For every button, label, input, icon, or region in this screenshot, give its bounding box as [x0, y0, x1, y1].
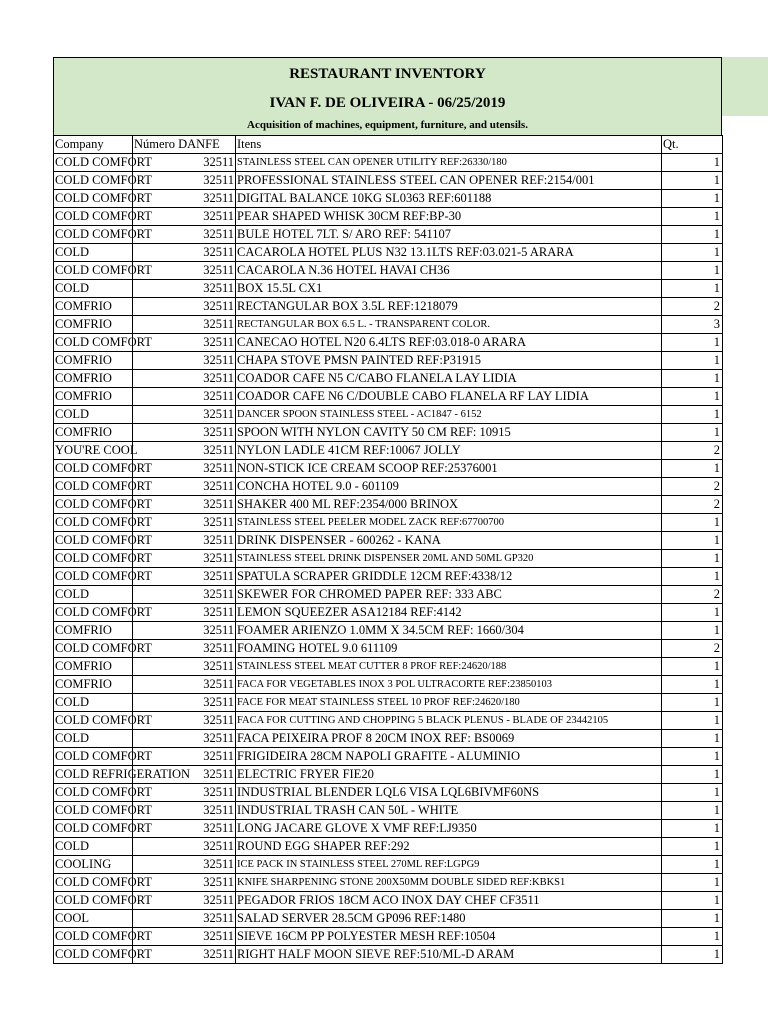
cell-company: COMFRIO	[54, 352, 133, 370]
cell-item: DRINK DISPENSER - 600262 - KANA	[236, 532, 662, 550]
cell-item: FRIGIDEIRA 28CM NAPOLI GRAFITE - ALUMINIO	[236, 748, 662, 766]
cell-company: COLD COMFORT	[54, 190, 133, 208]
table-row	[54, 712, 723, 730]
cell-company: COLD COMFORT	[54, 640, 133, 658]
cell-qt: 1	[662, 946, 723, 964]
header-band-extension	[721, 57, 768, 116]
cell-danfe: 32511	[133, 316, 236, 334]
table-row	[54, 280, 723, 298]
cell-item: PEGADOR FRIOS 18CM ACO INOX DAY CHEF CF3511	[236, 892, 662, 910]
cell-company: COMFRIO	[54, 298, 133, 316]
cell-company: COLD REFRIGERATION	[54, 766, 133, 784]
cell-qt: 1	[662, 532, 723, 550]
cell-qt: 1	[662, 406, 723, 424]
cell-danfe: 32511	[133, 838, 236, 856]
cell-danfe: 32511	[133, 514, 236, 532]
cell-danfe: 32511	[133, 370, 236, 388]
cell-qt: 1	[662, 244, 723, 262]
column-header-company: Company	[54, 136, 133, 154]
cell-danfe: 32511	[133, 640, 236, 658]
cell-qt: 1	[662, 658, 723, 676]
cell-item: INDUSTRIAL TRASH CAN 50L - WHITE	[236, 802, 662, 820]
cell-qt: 1	[662, 226, 723, 244]
cell-company: COMFRIO	[54, 424, 133, 442]
column-header-items: Itens	[236, 136, 662, 154]
cell-danfe: 32511	[133, 694, 236, 712]
cell-danfe: 32511	[133, 280, 236, 298]
cell-danfe: 32511	[133, 586, 236, 604]
inventory-sheet	[53, 57, 722, 964]
cell-company: COLD COMFORT	[54, 784, 133, 802]
cell-item: BULE HOTEL 7LT. S/ ARO REF: 541107	[236, 226, 662, 244]
cell-danfe: 32511	[133, 874, 236, 892]
cell-danfe: 32511	[133, 496, 236, 514]
table-row	[54, 154, 723, 172]
cell-company: COLD COMFORT	[54, 568, 133, 586]
cell-danfe: 32511	[133, 334, 236, 352]
table-row	[54, 514, 723, 532]
cell-danfe: 32511	[133, 658, 236, 676]
cell-danfe: 32511	[133, 298, 236, 316]
cell-item: CACAROLA N.36 HOTEL HAVAI CH36	[236, 262, 662, 280]
cell-item: SPOON WITH NYLON CAVITY 50 CM REF: 10915	[236, 424, 662, 442]
cell-company: COLD	[54, 730, 133, 748]
cell-item: FACA PEIXEIRA PROF 8 20CM INOX REF: BS0069	[236, 730, 662, 748]
cell-company: COOLING	[54, 856, 133, 874]
cell-item: DIGITAL BALANCE 10KG SL0363 REF:601188	[236, 190, 662, 208]
cell-company: COLD COMFORT	[54, 478, 133, 496]
table-row	[54, 946, 723, 964]
cell-qt: 3	[662, 316, 723, 334]
cell-qt: 1	[662, 208, 723, 226]
cell-item: ROUND EGG SHAPER REF:292	[236, 838, 662, 856]
cell-company: COMFRIO	[54, 676, 133, 694]
cell-danfe: 32511	[133, 892, 236, 910]
table-header-row	[54, 136, 723, 154]
table-row	[54, 640, 723, 658]
inventory-table	[53, 135, 723, 964]
cell-danfe: 32511	[133, 244, 236, 262]
cell-danfe: 32511	[133, 712, 236, 730]
cell-danfe: 32511	[133, 460, 236, 478]
sheet-description: Acquisition of machines, equipment, furniture, and utensils.	[247, 119, 528, 131]
cell-qt: 1	[662, 568, 723, 586]
table-row	[54, 622, 723, 640]
cell-qt: 2	[662, 478, 723, 496]
cell-company: COLD COMFORT	[54, 172, 133, 190]
table-row	[54, 910, 723, 928]
cell-item: FACA FOR VEGETABLES INOX 3 POL ULTRACORTE REF:23850103	[236, 676, 662, 694]
cell-qt: 2	[662, 298, 723, 316]
cell-company: COLD	[54, 586, 133, 604]
cell-company: COLD	[54, 694, 133, 712]
cell-item: ICE PACK IN STAINLESS STEEL 270ML REF:LGPG9	[236, 856, 662, 874]
cell-item: BOX 15.5L CX1	[236, 280, 662, 298]
cell-company: COLD COMFORT	[54, 226, 133, 244]
table-row	[54, 838, 723, 856]
table-row	[54, 424, 723, 442]
cell-danfe: 32511	[133, 532, 236, 550]
table-row	[54, 694, 723, 712]
cell-company: COLD COMFORT	[54, 550, 133, 568]
cell-item: FOAMING HOTEL 9.0 611109	[236, 640, 662, 658]
cell-danfe: 32511	[133, 802, 236, 820]
cell-company: COLD COMFORT	[54, 514, 133, 532]
cell-company: COLD COMFORT	[54, 208, 133, 226]
cell-item: FACE FOR MEAT STAINLESS STEEL 10 PROF REF:24620/180	[236, 694, 662, 712]
cell-item: RECTANGULAR BOX 6.5 L. - TRANSPARENT COLOR.	[236, 316, 662, 334]
cell-qt: 1	[662, 928, 723, 946]
cell-danfe: 32511	[133, 208, 236, 226]
sheet-subtitle: IVAN F. DE OLIVEIRA - 06/25/2019	[269, 95, 506, 111]
cell-qt: 1	[662, 334, 723, 352]
cell-item: LEMON SQUEEZER ASA12184 REF:4142	[236, 604, 662, 622]
cell-qt: 1	[662, 460, 723, 478]
cell-item: SALAD SERVER 28.5CM GP096 REF:1480	[236, 910, 662, 928]
cell-company: COLD	[54, 280, 133, 298]
table-row	[54, 478, 723, 496]
table-row	[54, 874, 723, 892]
cell-danfe: 32511	[133, 730, 236, 748]
table-row	[54, 748, 723, 766]
cell-danfe: 32511	[133, 946, 236, 964]
cell-item: INDUSTRIAL BLENDER LQL6 VISA LQL6BIVMF60NS	[236, 784, 662, 802]
cell-danfe: 32511	[133, 190, 236, 208]
cell-company: COLD COMFORT	[54, 262, 133, 280]
table-row	[54, 460, 723, 478]
cell-qt: 1	[662, 910, 723, 928]
cell-company: COMFRIO	[54, 316, 133, 334]
cell-qt: 1	[662, 424, 723, 442]
cell-item: KNIFE SHARPENING STONE 200X50MM DOUBLE SIDED REF:KBKS1	[236, 874, 662, 892]
cell-qt: 1	[662, 838, 723, 856]
cell-qt: 1	[662, 820, 723, 838]
cell-company: COOL	[54, 910, 133, 928]
table-row	[54, 658, 723, 676]
cell-company: YOU'RE COOL	[54, 442, 133, 460]
cell-item: RECTANGULAR BOX 3.5L REF:1218079	[236, 298, 662, 316]
cell-qt: 1	[662, 712, 723, 730]
cell-company: COLD COMFORT	[54, 892, 133, 910]
cell-danfe: 32511	[133, 262, 236, 280]
cell-item: SPATULA SCRAPER GRIDDLE 12CM REF:4338/12	[236, 568, 662, 586]
cell-qt: 1	[662, 874, 723, 892]
cell-danfe: 32511	[133, 352, 236, 370]
cell-item: FACA FOR CUTTING AND CHOPPING 5 BLACK PLENUS - BLADE OF 23442105	[236, 712, 662, 730]
cell-danfe: 32511	[133, 226, 236, 244]
cell-danfe: 32511	[133, 406, 236, 424]
cell-company: COLD COMFORT	[54, 604, 133, 622]
column-header-qt: Qt.	[662, 136, 723, 154]
cell-qt: 1	[662, 550, 723, 568]
table-row	[54, 244, 723, 262]
table-row	[54, 298, 723, 316]
cell-qt: 1	[662, 262, 723, 280]
table-row	[54, 892, 723, 910]
cell-company: COLD COMFORT	[54, 802, 133, 820]
cell-qt: 1	[662, 802, 723, 820]
cell-item: CACAROLA HOTEL PLUS N32 13.1LTS REF:03.021-5 ARARA	[236, 244, 662, 262]
cell-item: PROFESSIONAL STAINLESS STEEL CAN OPENER REF:2154/001	[236, 172, 662, 190]
cell-qt: 1	[662, 514, 723, 532]
cell-qt: 1	[662, 154, 723, 172]
cell-item: CONCHA HOTEL 9.0 - 601109	[236, 478, 662, 496]
cell-qt: 1	[662, 676, 723, 694]
column-header-danfe: Número DANFE	[133, 136, 236, 154]
table-row	[54, 820, 723, 838]
cell-qt: 1	[662, 604, 723, 622]
cell-company: COLD COMFORT	[54, 874, 133, 892]
cell-danfe: 32511	[133, 622, 236, 640]
cell-item: STAINLESS STEEL MEAT CUTTER 8 PROF REF:24620/188	[236, 658, 662, 676]
cell-item: COADOR CAFE N5 C/CABO FLANELA LAY LIDIA	[236, 370, 662, 388]
table-row	[54, 208, 723, 226]
sheet-header	[53, 57, 722, 135]
cell-company: COMFRIO	[54, 622, 133, 640]
table-row	[54, 604, 723, 622]
cell-qt: 1	[662, 622, 723, 640]
cell-item: DANCER SPOON STAINLESS STEEL - AC1847 - 6152	[236, 406, 662, 424]
table-row	[54, 442, 723, 460]
cell-qt: 1	[662, 388, 723, 406]
table-row	[54, 370, 723, 388]
cell-danfe: 32511	[133, 172, 236, 190]
cell-company: COLD COMFORT	[54, 334, 133, 352]
cell-qt: 1	[662, 352, 723, 370]
cell-item: ELECTRIC FRYER FIE20	[236, 766, 662, 784]
cell-qt: 2	[662, 586, 723, 604]
table-row	[54, 172, 723, 190]
cell-item: NYLON LADLE 41CM REF:10067 JOLLY	[236, 442, 662, 460]
cell-qt: 1	[662, 370, 723, 388]
cell-qt: 1	[662, 694, 723, 712]
cell-danfe: 32511	[133, 604, 236, 622]
table-row	[54, 532, 723, 550]
cell-qt: 2	[662, 496, 723, 514]
table-row	[54, 496, 723, 514]
cell-company: COLD COMFORT	[54, 496, 133, 514]
cell-item: RIGHT HALF MOON SIEVE REF:510/ML-D ARAM	[236, 946, 662, 964]
cell-danfe: 32511	[133, 820, 236, 838]
cell-company: COLD	[54, 838, 133, 856]
cell-qt: 1	[662, 856, 723, 874]
table-row	[54, 352, 723, 370]
cell-danfe: 32511	[133, 568, 236, 586]
sheet-title: RESTAURANT INVENTORY	[289, 66, 486, 82]
cell-item: STAINLESS STEEL PEELER MODEL ZACK REF:67700700	[236, 514, 662, 532]
table-row	[54, 586, 723, 604]
cell-company: COLD COMFORT	[54, 928, 133, 946]
cell-qt: 2	[662, 442, 723, 460]
cell-item: STAINLESS STEEL DRINK DISPENSER 20ML AND 50ML GP320	[236, 550, 662, 568]
cell-danfe: 32511	[133, 676, 236, 694]
table-row	[54, 406, 723, 424]
table-row	[54, 388, 723, 406]
cell-item: PEAR SHAPED WHISK 30CM REF:BP-30	[236, 208, 662, 226]
table-row	[54, 226, 723, 244]
table-row	[54, 262, 723, 280]
cell-danfe: 32511	[133, 766, 236, 784]
cell-company: COLD COMFORT	[54, 946, 133, 964]
cell-company: COLD COMFORT	[54, 532, 133, 550]
table-row	[54, 766, 723, 784]
cell-danfe: 32511	[133, 748, 236, 766]
cell-danfe: 32511	[133, 910, 236, 928]
cell-qt: 1	[662, 784, 723, 802]
cell-item: CANECAO HOTEL N20 6.4LTS REF:03.018-0 ARARA	[236, 334, 662, 352]
cell-qt: 1	[662, 190, 723, 208]
cell-qt: 2	[662, 640, 723, 658]
table-row	[54, 856, 723, 874]
table-row	[54, 928, 723, 946]
table-row	[54, 784, 723, 802]
cell-item: CHAPA STOVE PMSN PAINTED REF:P31915	[236, 352, 662, 370]
cell-danfe: 32511	[133, 928, 236, 946]
cell-company: COMFRIO	[54, 658, 133, 676]
cell-item: FOAMER ARIENZO 1.0MM X 34.5CM REF: 1660/304	[236, 622, 662, 640]
cell-qt: 1	[662, 730, 723, 748]
cell-danfe: 32511	[133, 424, 236, 442]
cell-qt: 1	[662, 172, 723, 190]
cell-company: COMFRIO	[54, 370, 133, 388]
table-row	[54, 190, 723, 208]
cell-company: COLD COMFORT	[54, 820, 133, 838]
table-row	[54, 550, 723, 568]
cell-company: COLD	[54, 406, 133, 424]
cell-danfe: 32511	[133, 784, 236, 802]
cell-item: SIEVE 16CM PP POLYESTER MESH REF:10504	[236, 928, 662, 946]
table-row	[54, 802, 723, 820]
cell-company: COLD COMFORT	[54, 460, 133, 478]
cell-danfe: 32511	[133, 550, 236, 568]
cell-qt: 1	[662, 892, 723, 910]
cell-company: COLD COMFORT	[54, 154, 133, 172]
cell-item: LONG JACARE GLOVE X VMF REF:LJ9350	[236, 820, 662, 838]
cell-danfe: 32511	[133, 154, 236, 172]
cell-item: SHAKER 400 ML REF:2354/000 BRINOX	[236, 496, 662, 514]
cell-company: COLD COMFORT	[54, 712, 133, 730]
table-row	[54, 730, 723, 748]
cell-company: COLD COMFORT	[54, 748, 133, 766]
cell-danfe: 32511	[133, 478, 236, 496]
cell-qt: 1	[662, 748, 723, 766]
table-row	[54, 334, 723, 352]
cell-company: COMFRIO	[54, 388, 133, 406]
cell-qt: 1	[662, 280, 723, 298]
cell-company: COLD	[54, 244, 133, 262]
cell-danfe: 32511	[133, 856, 236, 874]
table-row	[54, 316, 723, 334]
table-row	[54, 676, 723, 694]
cell-item: SKEWER FOR CHROMED PAPER REF: 333 ABC	[236, 586, 662, 604]
cell-danfe: 32511	[133, 442, 236, 460]
cell-item: NON-STICK ICE CREAM SCOOP REF:25376001	[236, 460, 662, 478]
cell-item: COADOR CAFE N6 C/DOUBLE CABO FLANELA RF LAY LIDIA	[236, 388, 662, 406]
cell-danfe: 32511	[133, 388, 236, 406]
cell-qt: 1	[662, 766, 723, 784]
table-row	[54, 568, 723, 586]
cell-item: STAINLESS STEEL CAN OPENER UTILITY REF:26330/180	[236, 154, 662, 172]
